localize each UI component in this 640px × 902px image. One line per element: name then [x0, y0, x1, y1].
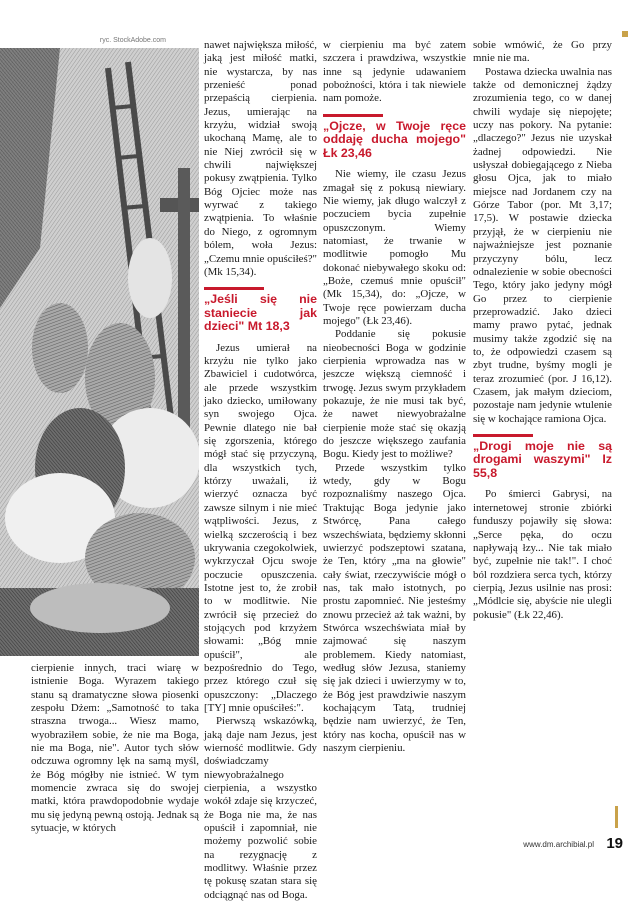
paragraph: sobie wmówić, że Go przy mnie nie ma.	[473, 39, 612, 65]
crucifixion-engraving	[0, 48, 199, 656]
section-heading	[204, 287, 317, 334]
paragraph: Poddanie się pokusie nieobecności Boga w godzinie cierpienia wprowadza nas w jeszcze większą ciemność i trwogę. Jezus swym przykładem pokazuje, że nie musi tak być, że nawet niewyobrażalne cierpienie może stać się okazją do jeszcze większego zaufania Bogu. Kiedy jest to możliwe?	[323, 328, 466, 461]
paragraph: Po śmierci Gabrysi, na internetowej stronie zbiórki funduszy pojawiły się słowa: „Serce pęka, do oczu napływają łzy... Nie tak miało być, zupełnie nie tak!". I choć ból rozdziera serca tych, którzy cierpią, Jezus usilnie nas prosi: „Módlcie się, abyście nie ulegli pokusie" (Łk 22,46).	[473, 488, 612, 621]
decorative-mark	[622, 31, 628, 37]
heading-text: „Ojcze, w Twoje ręce oddaję ducha mojego" Łk 23,46	[323, 118, 466, 160]
text-column-left	[31, 662, 199, 835]
paragraph: Postawa dziecka uwalnia nas także od demonicznej żądzy zrozumienia tego, co w danej chwili wydaje się niepojęte; uczy nas pokory. Na pytanie: „dlaczego?" Jezus nie uzyskał żadnej odpowiedzi. Nie usłyszał dobiegającego z Nieba głosu Ojca, jak to miało miejsce nad Jordanem czy na Górze Tabor (por. Mt 3,17; 17,5). W postawie dziecka przyjął, że w cierpieniu nie najważniejsze jest poznanie przyczyny bólu, lecz odnalezienie w sobie obecności Tego, który jako jedyny mógł Go przez to cierpienie przeprowadzić. Jako dzieci mamy prawo pytać, jednak musimy także zgodzić się na to, że odpowiedzi czasem są zbyt trudne, byśmy mogli je teraz zrozumieć (por. J 16,12). Czasem, jak małym dzieciom, pozostaje nam jedynie wtulenie się w kochające ramiona Ojca.	[473, 65, 612, 425]
heading-bar	[323, 114, 383, 117]
heading-bar	[473, 434, 533, 437]
paragraph: w cierpieniu ma być zatem szczera i prawdziwa, wszystkie inne są jedynie udawaniem pobożności, która i tak niewiele nam pomoże.	[323, 39, 466, 105]
section-heading	[473, 434, 612, 481]
paragraph: Jezus umierał na krzyżu nie tylko jako Zbawiciel i cudotwórca, ale przede wszystkim jako dziecko, umiłowany syn swojego Ojca. Pewnie dlatego nie bał się zgorszenia, którego mógł stać się przyczyną, dla wszystkich tych, którzy uważali, iż wierzyć oznacza być zawsze silnym i nie mieć wątpliwości. Jezus, z wielką szczerością i bez ukrywania czegokolwiek, wykrzyczał Ojcu swoje poczucie opuszczenia. Istotne jest to, że zrobił to w modlitwie. Nie zwrócił się przecież do stojących pod krzyżem słowami: „Bóg mnie opuścił", ale bezpośrednio do Tego, przez którego czuł się opuszczony: „Dlaczego [TY] mnie opuściłeś:".	[204, 341, 317, 714]
paragraph: Pierwszą wskazówką, jaką daje nam Jezus, jest wierność modlitwie. Gdy doświadczamy niewyobrażalnego cierpienia, a wszystko wokół zdaje się krzyczeć, że Boga nie ma, że nas opuścił i zapomniał, nie możemy pozwolić sobie na rezygnację z modlitwy. Właśnie przez tę pokusę szatan stara się odciągnąć nas od Boga.	[204, 715, 317, 901]
heading-text: „Drogi moje nie są drogami waszymi" Iz 55,8	[473, 438, 612, 480]
heading-text: „Jeśli się nie staniecie jak dzieci" Mt 18,3	[204, 292, 317, 334]
text-column-4	[473, 39, 612, 622]
paragraph: Nie wiemy, ile czasu Jezus zmagał się z pokusą niewiary. Nie wiemy, jak długo walczył z poczuciem bycia zupełnie opuszczonym. Wiemy natomiast, że trwanie w modlitwie pomogło Mu dokonać niebywałego skoku od: „Boże, czemuś mnie opuścił" (Mk 15,34), do: „Ojcze, w Twoje ręce powierzam ducha mojego" (Łk 23,46).	[323, 168, 466, 327]
page-number: 19	[606, 835, 623, 852]
section-heading	[323, 114, 466, 161]
photo-credit: ryc. StockAdobe.com	[99, 37, 166, 44]
decorative-rule	[615, 806, 618, 828]
heading-bar	[204, 287, 264, 290]
paragraph: nawet największa miłość, jaką jest miłość matki, nie wystarcza, by nas przenieść ponad przepaścią cierpienia. Jezus, umierając na krzyżu, widział swoją ukochaną Mamę, ale to nie Niej zwrócił się w chwili największej pokusy zwątpienia. Tylko Bóg Ojciec może nas wyrwać z takiego zwątpienia. To właśnie do Niego, z ogromnym bólem, woła Jezus: „Czemu mnie opuściłeś?" (Mk 15,34).	[204, 39, 317, 278]
paragraph: Przede wszystkim tylko wtedy, gdy w Bogu rozpoznaliśmy naszego Ojca. Traktując Boga jedynie jako Stwórcę, Pana całego wszechświata, będziemy skłonni uwierzyć podszeptowi szatana, że Ten, który „ma na głowie" cały świat, rzeczywiście mógł o nas, tak mało istotnych, po prostu zapomnieć. Nie jesteśmy znowu przecież aż tak ważni, by Stwórca wszechświata miał by zajmować się naszym problemem. Kiedy natomiast, według słów Jezusa, staniemy się jak dzieci i uwierzymy w to, że Bóg jest prawdziwie naszym kochającym Tatą, trudniej będzie nam uwierzyć, że Ten, który nas kocha, opuścił nas w naszym cierpieniu.	[323, 461, 466, 754]
engraving-illustration	[0, 48, 199, 656]
paragraph: cierpienie innych, traci wiarę w istnienie Boga. Wyrazem takiego stanu są dramatyczne słowa piosenki zespołu Dżem: „Samotność to taka straszna trwoga... Wiesz mamo, wyobraziłem sobie, że nie ma Boga, nie ma Boga, nie". Autor tych słów odczuwa ogromny lęk na samą myśl, że Bóg mógłby nie istnieć. W tym momencie zwraca się do swojej matki, która prawdopodobnie wydaje mu się jedyną pewną ostoją. Jednak są sytuacje, w których	[31, 662, 199, 835]
footer-url: www.dm.archibial.pl	[523, 840, 594, 849]
text-column-2	[204, 39, 317, 902]
text-column-3	[323, 39, 466, 755]
